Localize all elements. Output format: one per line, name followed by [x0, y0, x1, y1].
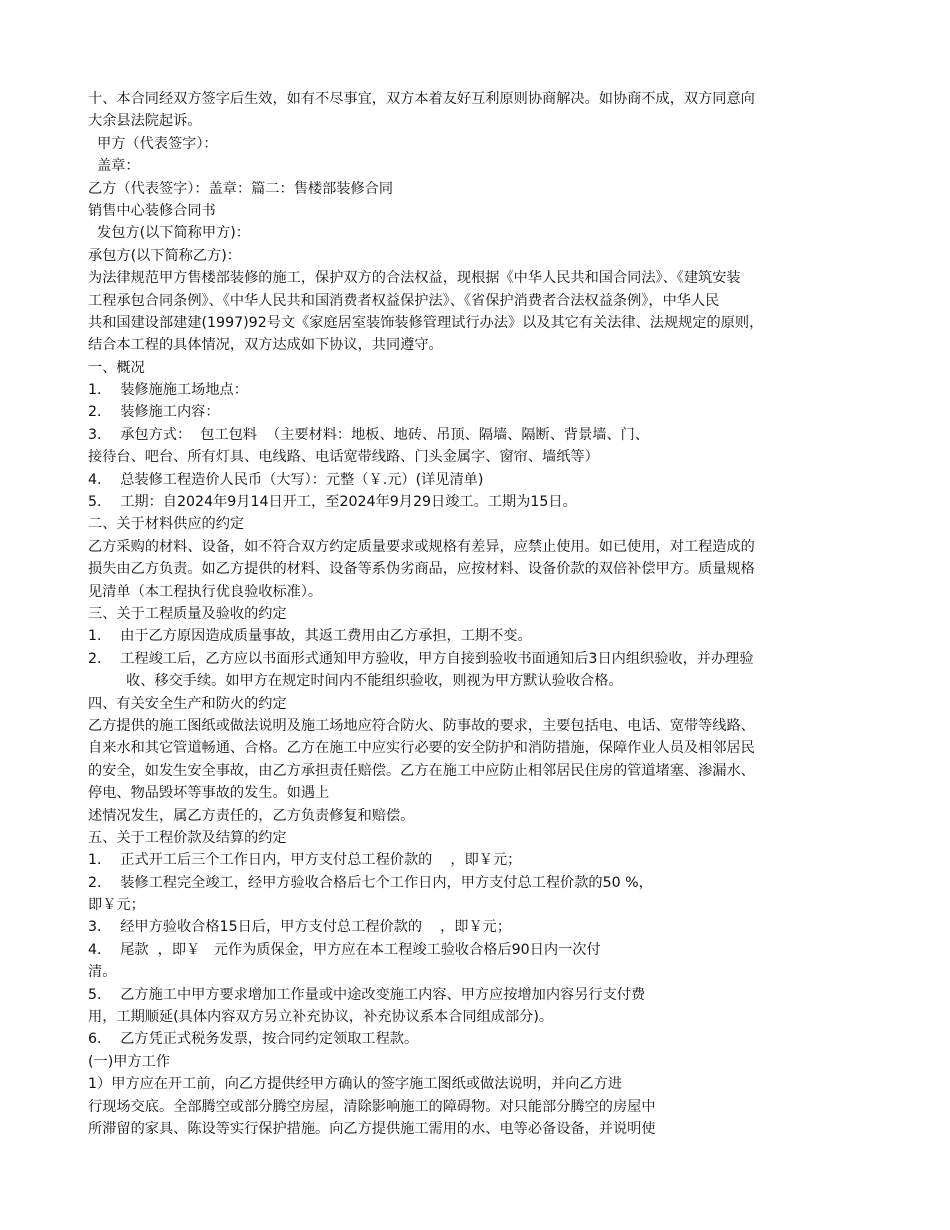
text-line: 的安全，如发生安全事故，由乙方承担责任赔偿。乙方在施工中应防止相邻居民住房的管道堵塞、渗漏水、: [88, 762, 755, 779]
text-line: 承包方(以下简称乙方)：: [88, 247, 241, 264]
list-item: 5． 乙方施工中甲方要求增加工作量或中途改变施工内容、甲方应按增加内容另行支付费: [88, 986, 646, 1003]
contract-document: [88, 88, 878, 1140]
text-line: 行现场交底。全部腾空或部分腾空房屋，清除影响施工的障碍物。对只能部分腾空的房屋中: [88, 1098, 656, 1115]
list-item: 2． 装修施工内容：: [88, 404, 220, 421]
list-item: 5． 工期：自2024年9月14日开工，至2024年9月29日竣工。工期为15日。: [88, 494, 577, 511]
text-line: 共和国建设部建建(1997)92号文《家庭居室装饰装修管理试行办法》以及其它有关法律、法规规定的原则，: [88, 314, 764, 331]
list-item: 1）甲方应在开工前，向乙方提供经甲方确认的签字施工图纸或做法说明，并向乙方进: [88, 1076, 622, 1093]
list-item: 4． 尾款 ，即￥ 元作为质保金，甲方应在本工程竣工验收合格后90日内一次付: [88, 941, 601, 958]
text-line: 盖章：: [88, 158, 140, 175]
text-line: 见清单（本工程执行优良验收标准）。: [88, 583, 323, 600]
text-line: 乙方采购的材料、设备，如不符合双方约定质量要求或规格有差异，应禁止使用。如已使用，对工程造成的: [88, 538, 755, 555]
list-item: 6． 乙方凭正式税务发票，按合同约定领取工程款。: [88, 1031, 419, 1048]
list-item: 2． 装修工程完全竣工，经甲方验收合格后七个工作日内，甲方支付总工程价款的50 %，: [88, 874, 653, 891]
section-heading: 二、关于材料供应的约定: [88, 516, 245, 533]
list-item: 4． 总装修工程造价人民币（大写）：元整（￥.元）(详见清单): [88, 471, 484, 488]
text-line: 清。: [88, 964, 117, 981]
text-line: 工程承包合同条例》、《中华人民共和国消费者权益保护法》、《省保护消费者合法权益条例》，中华人民: [88, 292, 720, 309]
text-line: 结合本工程的具体情况，双方达成如下协议，共同遵守。: [88, 337, 443, 354]
text-line: 自来水和其它管道畅通、合格。乙方在施工中应实行必要的安全防护和消防措施，保障作业人员及相邻居民: [88, 740, 755, 757]
text-line: 大余县法院起诉。: [88, 113, 202, 130]
list-item: 1． 正式开工后三个工作日内，甲方支付总工程价款的 ，即￥元；: [88, 852, 522, 869]
text-line: 为法律规范甲方售楼部装修的施工，保护双方的合法权益，现根据《中华人民共和国合同法》、《建筑安装: [88, 270, 741, 287]
text-line: 甲方（代表签字）：: [88, 135, 218, 152]
list-item: 3． 承包方式： 包工包料 （主要材料：地板、地砖、吊顶、隔墙、隔断、背景墙、门、: [88, 426, 650, 443]
list-item: 1． 装修施施工场地点：: [88, 382, 248, 399]
text-line: 乙方提供的施工图纸或做法说明及施工场地应符合防火、防事故的要求，主要包括电、电话、宽带等线路、: [88, 717, 755, 734]
section-heading: 三、关于工程质量及验收的约定: [88, 605, 287, 622]
section-heading: 一、概况: [88, 359, 145, 376]
text-line: 用，工期顺延(具体内容双方另立补充协议，补充协议系本合同组成部分)。: [88, 1009, 554, 1026]
text-line: 发包方(以下简称甲方)：: [88, 225, 250, 242]
document-subtitle: 销售中心装修合同书: [88, 202, 216, 219]
text-line: 接待台、吧台、所有灯具、电线路、电话宽带线路、门头金属字、窗帘、墙纸等）: [88, 449, 599, 466]
text-line: 收、移交手续。如甲方在规定时间内不能组织验收，则视为甲方默认验收合格。: [126, 673, 623, 690]
text-line: 所滞留的家具、陈设等实行保护措施。向乙方提供施工需用的水、电等必备设备，并说明使: [88, 1120, 656, 1137]
section-heading: 四、有关安全生产和防火的约定: [88, 695, 287, 712]
list-item: 3． 经甲方验收合格15日后，甲方支付总工程价款的 ，即￥元；: [88, 919, 512, 936]
list-item: 2． 工程竣工后，乙方应以书面形式通知甲方验收，甲方自接到验收书面通知后3日内组织验收，并办理验: [88, 650, 754, 667]
section-heading: 五、关于工程价款及结算的约定: [88, 829, 287, 846]
text-line: 停电、物品毁坏等事故的发生。如遇上: [88, 785, 330, 802]
text-line: 乙方（代表签字）：盖章：篇二：售楼部装修合同: [88, 180, 394, 197]
text-line: 述情况发生，属乙方责任的，乙方负责修复和赔偿。: [88, 807, 415, 824]
text-line: 损失由乙方负责。如乙方提供的材料、设备等系伪劣商品，应按材料、设备价款的双倍补偿甲方。质量规格: [88, 561, 755, 578]
section-heading: (一)甲方工作: [88, 1053, 171, 1070]
text-line: 即￥元；: [88, 897, 145, 914]
list-item: 1． 由于乙方原因造成质量事故，其返工费用由乙方承担，工期不变。: [88, 628, 532, 645]
text-line: 十、本合同经双方签字后生效，如有不尽事宜，双方本着友好互利原则协商解决。如协商不成，双方同意向: [88, 91, 755, 107]
